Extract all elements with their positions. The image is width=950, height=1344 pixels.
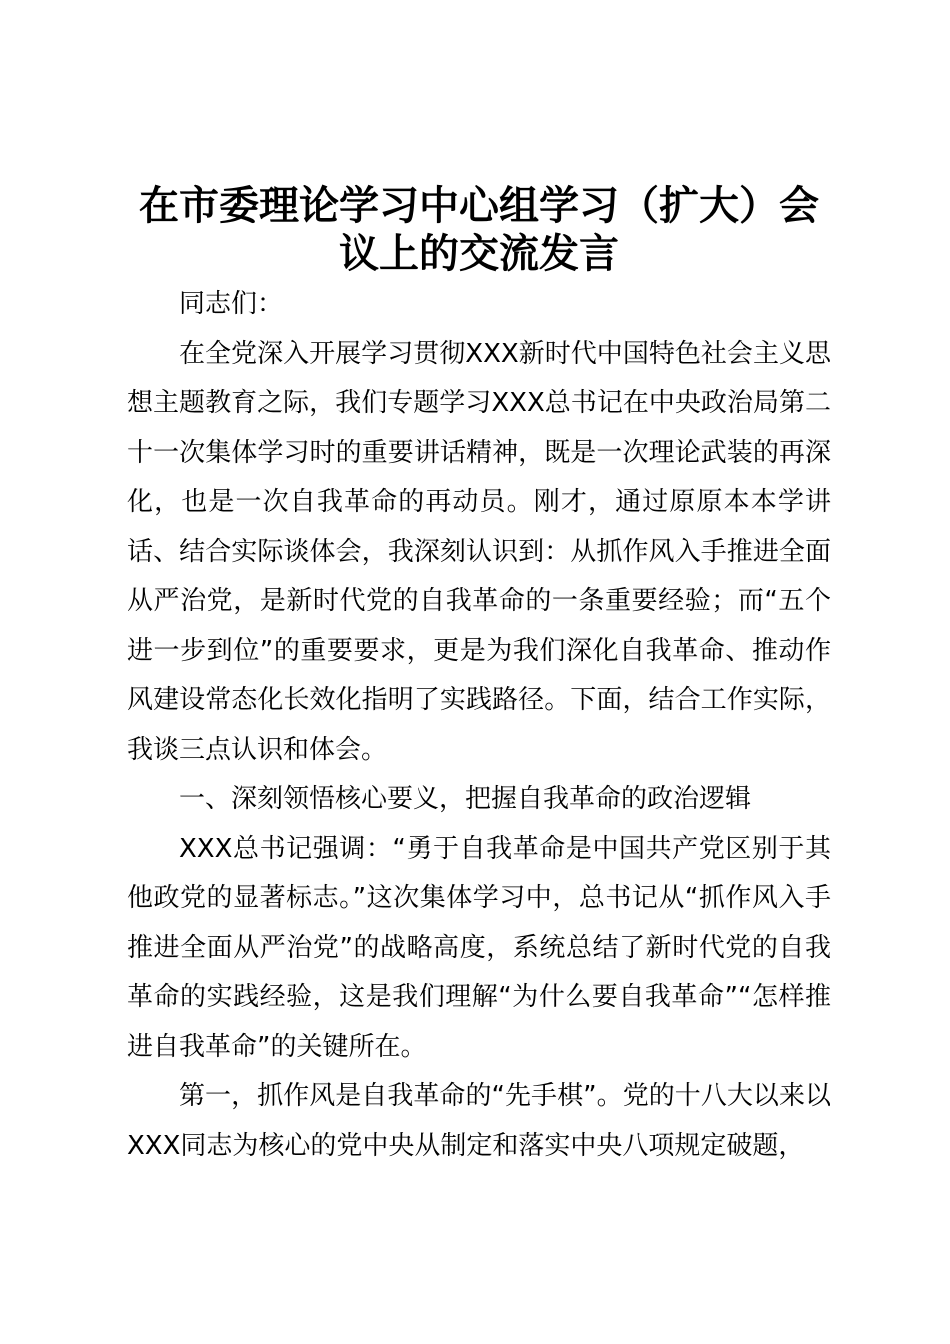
document-content [127,182,831,1171]
paragraph-intro: 在全党深入开展学习贯彻XXX新时代中国特色社会主义思想主题教育之际，我们专题学习XXX总书记在中央政治局第二十一次集体学习时的重要讲话精神，既是一次理论武装的再深化，也是一次自我革命的再动员。刚才，通过原原本本学讲话、结合实际谈体会，我深刻认识到：从抓作风入手推进全面从严治党，是新时代党的自我革命的一条重要经验；而“五个进一步到位”的重要要求，更是为我们深化自我革命、推动作风建设常态化长效化指明了实践路径。下面，结合工作实际，我谈三点认识和体会。 [127,338,831,765]
greeting: 同志们： [179,289,284,319]
document-body [127,280,831,1171]
paragraph-quote: XXX总书记强调：“勇于自我革命是中国共产党区别于其他政党的显著标志。”这次集体学习中，总书记从“抓作风入手推进全面从严治党”的战略高度，系统总结了新时代党的自我革命的实践经验，这是我们理解“为什么要自我革命”“怎样推进自我革命”的关键所在。 [127,833,831,1062]
title-line-1: 在市委理论学习中心组学习（扩大）会 [139,183,819,229]
paragraph-first-point: 第一，抓作风是自我革命的“先手棋”。党的十八大以来以XXX同志为核心的党中央从制定和落实中央八项规定破题， [127,1081,831,1161]
title-line-2: 议上的交流发言 [339,231,619,277]
section-heading-1: 一、深刻领悟核心要义，把握自我革命的政治逻辑 [179,784,752,814]
document-title [127,182,831,278]
